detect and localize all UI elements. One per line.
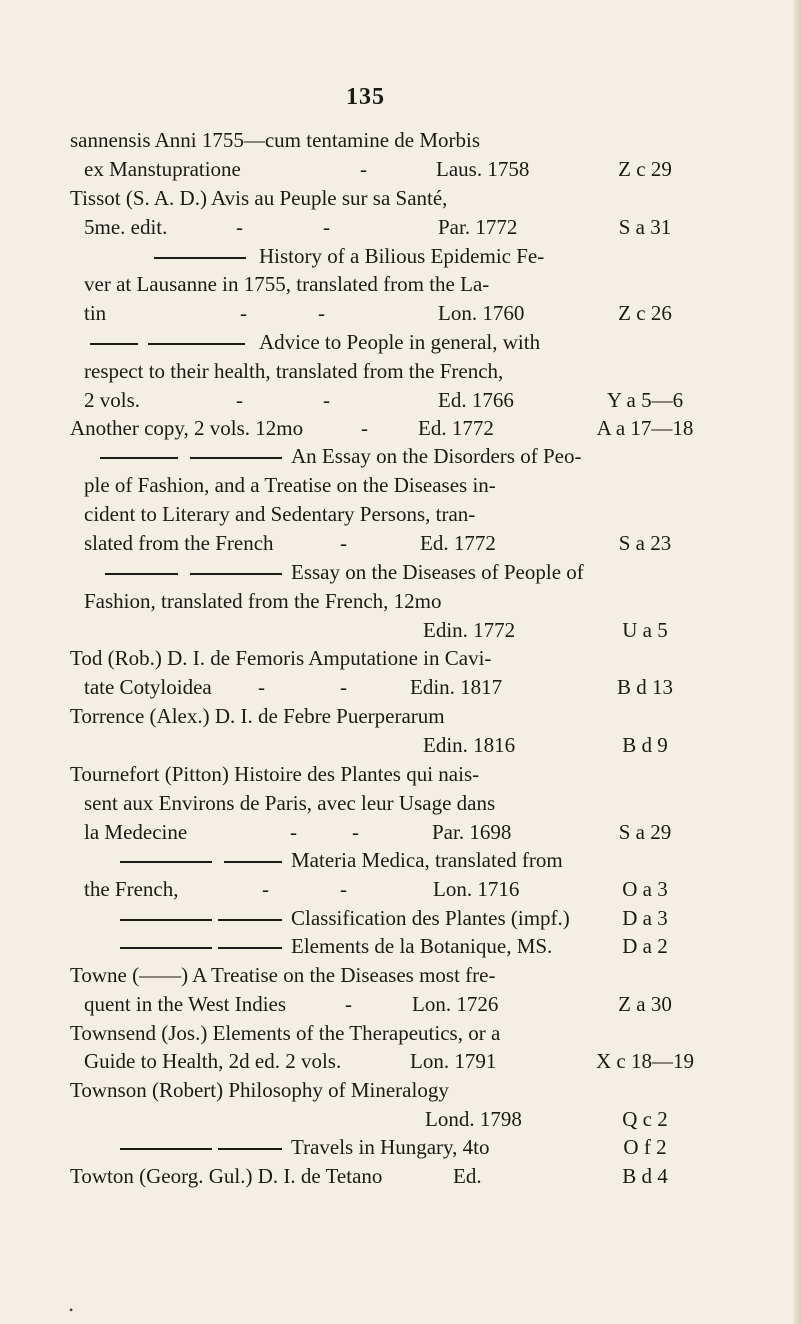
catalogue-line <box>0 617 800 643</box>
entry-text: Towne (——) A Treatise on the Diseases most fre- <box>70 963 496 987</box>
separator-dash: - <box>360 157 367 181</box>
entry-text: tate Cotyloidea <box>84 675 212 699</box>
shelf-mark: U a 5 <box>622 618 668 642</box>
catalogue-line <box>0 271 800 297</box>
ditto-rule <box>120 1148 212 1150</box>
separator-dash: - <box>290 820 297 844</box>
entry-text: sent aux Environs de Paris, avec leur Usage dans <box>84 791 496 815</box>
catalogue-line <box>0 1048 800 1074</box>
separator-dash: - <box>240 301 247 325</box>
entry-text: ver at Lausanne in 1755, translated from the La- <box>84 272 490 296</box>
catalogue-line <box>0 876 800 902</box>
entry-text: Classification des Plantes (impf.) <box>291 906 570 930</box>
separator-dash: - <box>323 388 330 412</box>
imprint-date: Lon. 1716 <box>433 877 520 901</box>
page-number: 135 <box>346 84 385 110</box>
separator-dash: - <box>345 992 352 1016</box>
catalogue-line <box>0 501 800 527</box>
catalogue-line <box>0 300 800 326</box>
shelf-mark: X c 18—19 <box>596 1049 694 1073</box>
imprint-date: Lon. 1726 <box>412 992 499 1016</box>
catalogue-line <box>0 472 800 498</box>
imprint-date: Lond. 1798 <box>425 1107 522 1131</box>
shelf-mark: S a 29 <box>618 820 672 844</box>
separator-dash: - <box>262 877 269 901</box>
catalogue-line <box>0 530 800 556</box>
ditto-rule <box>120 919 212 921</box>
catalogue-line <box>0 905 800 931</box>
shelf-mark: B d 4 <box>622 1164 668 1188</box>
catalogue-line <box>0 761 800 787</box>
imprint-date: Lon. 1791 <box>410 1049 497 1073</box>
shelf-mark: Y a 5—6 <box>606 388 684 412</box>
ditto-rule <box>224 861 282 863</box>
separator-dash: - <box>236 388 243 412</box>
separator-dash: - <box>340 877 347 901</box>
catalogue-line <box>0 588 800 614</box>
entry-text: Materia Medica, translated from <box>291 848 563 872</box>
entry-text: la Medecine <box>84 820 188 844</box>
entry-text: quent in the West Indies <box>84 992 287 1016</box>
catalogue-line <box>0 358 800 384</box>
imprint-date: Ed. 1772 <box>418 416 494 440</box>
shelf-mark: Z a 30 <box>618 992 672 1016</box>
catalogue-line <box>0 1077 800 1103</box>
entry-text: Travels in Hungary, 4to <box>291 1135 490 1159</box>
imprint-date: Par. 1698 <box>432 820 512 844</box>
entry-text: cident to Literary and Sedentary Persons, tran- <box>84 502 476 526</box>
ditto-rule <box>154 257 246 259</box>
shelf-mark: D a 2 <box>622 934 668 958</box>
catalogue-line <box>0 214 800 240</box>
catalogue-line <box>0 1163 800 1189</box>
entry-text: Townsend (Jos.) Elements of the Therapeutics, or a <box>70 1021 501 1045</box>
entry-text: respect to their health, translated from the French, <box>84 359 504 383</box>
catalogue-line <box>0 819 800 845</box>
catalogue-line <box>0 329 800 355</box>
shelf-mark: B d 13 <box>616 675 673 699</box>
catalogue-line <box>0 790 800 816</box>
shelf-mark: A a 17—18 <box>596 416 694 440</box>
catalogue-line <box>0 1020 800 1046</box>
ditto-rule <box>148 343 245 345</box>
entry-text: Guide to Health, 2d ed. 2 vols. <box>84 1049 342 1073</box>
separator-dash: - <box>318 301 325 325</box>
imprint-date: Edin. 1816 <box>423 733 516 757</box>
entry-text: the French, <box>84 877 179 901</box>
separator-dash: - <box>236 215 243 239</box>
entry-text: 5me. edit. <box>84 215 168 239</box>
entry-text: Fashion, translated from the French, 12mo <box>84 589 442 613</box>
catalogue-line <box>0 1106 800 1132</box>
separator-dash: - <box>323 215 330 239</box>
shelf-mark: O a 3 <box>622 877 668 901</box>
separator-dash: - <box>258 675 265 699</box>
catalogue-line <box>0 991 800 1017</box>
catalogue-line <box>0 674 800 700</box>
ditto-rule <box>190 573 282 575</box>
catalogue-line <box>0 962 800 988</box>
ditto-rule <box>190 457 282 459</box>
catalogue-line <box>0 415 800 441</box>
entry-text: Tissot (S. A. D.) Avis au Peuple sur sa Santé, <box>70 186 448 210</box>
catalogue-line <box>0 185 800 211</box>
catalogue-line <box>0 387 800 413</box>
entry-text: tin <box>84 301 107 325</box>
shelf-mark: S a 31 <box>618 215 672 239</box>
entry-text: ple of Fashion, and a Treatise on the Diseases in- <box>84 473 496 497</box>
entry-text: 2 vols. <box>84 388 141 412</box>
catalogue-line <box>0 847 800 873</box>
shelf-mark: Z c 29 <box>618 157 672 181</box>
entry-text: Elements de la Botanique, MS. <box>291 934 553 958</box>
entry-text: Essay on the Diseases of People of <box>291 560 584 584</box>
entry-text: History of a Bilious Epidemic Fe- <box>259 244 545 268</box>
catalogue-line <box>0 559 800 585</box>
catalogue-line <box>0 156 800 182</box>
separator-dash: - <box>340 531 347 555</box>
ditto-rule <box>100 457 178 459</box>
separator-dash: - <box>352 820 359 844</box>
imprint-date: Laus. 1758 <box>436 157 530 181</box>
imprint-date: Ed. 1766 <box>438 388 514 412</box>
ditto-rule <box>90 343 138 345</box>
entry-text: Another copy, 2 vols. 12mo <box>70 416 304 440</box>
ditto-rule <box>120 861 212 863</box>
entry-text: slated from the French <box>84 531 274 555</box>
entry-text: sannensis Anni 1755—cum tentamine de Morbis <box>70 128 481 152</box>
entry-text: Tournefort (Pitton) Histoire des Plantes qui nais- <box>70 762 480 786</box>
entry-text: Torrence (Alex.) D. I. de Febre Puerperarum <box>70 704 445 728</box>
catalogue-line <box>0 443 800 469</box>
ditto-rule <box>218 1148 282 1150</box>
entry-text: Advice to People in general, with <box>259 330 541 354</box>
entry-text: Towton (Georg. Gul.) D. I. de Tetano <box>70 1164 383 1188</box>
ditto-rule <box>218 919 282 921</box>
entry-text: ex Manstupratione <box>84 157 241 181</box>
catalogue-line <box>0 645 800 671</box>
catalogue-line <box>0 703 800 729</box>
stray-ink-mark: • <box>69 1303 74 1317</box>
imprint-date: Lon. 1760 <box>438 301 525 325</box>
imprint-date: Edin. 1817 <box>410 675 503 699</box>
shelf-mark: B d 9 <box>622 733 668 757</box>
catalogue-line <box>0 127 800 153</box>
catalogue-line <box>0 243 800 269</box>
catalogue-line <box>0 933 800 959</box>
shelf-mark: D a 3 <box>622 906 668 930</box>
shelf-mark: O f 2 <box>623 1135 667 1159</box>
ditto-rule <box>120 947 212 949</box>
imprint-date: Par. 1772 <box>438 215 518 239</box>
ditto-rule <box>218 947 282 949</box>
catalogue-line <box>0 1134 800 1160</box>
shelf-mark: Q c 2 <box>622 1107 668 1131</box>
ditto-rule <box>105 573 178 575</box>
shelf-mark: Z c 26 <box>618 301 672 325</box>
separator-dash: - <box>340 675 347 699</box>
entry-text: An Essay on the Disorders of Peo- <box>291 444 582 468</box>
separator-dash: - <box>361 416 368 440</box>
imprint-date: Edin. 1772 <box>423 618 516 642</box>
shelf-mark: S a 23 <box>618 531 672 555</box>
entry-text: Tod (Rob.) D. I. de Femoris Amputatione in Cavi- <box>70 646 492 670</box>
catalogue-line <box>0 732 800 758</box>
imprint-date: Ed. 1772 <box>420 531 496 555</box>
entry-text: Townson (Robert) Philosophy of Mineralogy <box>70 1078 449 1102</box>
imprint-date: Ed. <box>453 1164 482 1188</box>
